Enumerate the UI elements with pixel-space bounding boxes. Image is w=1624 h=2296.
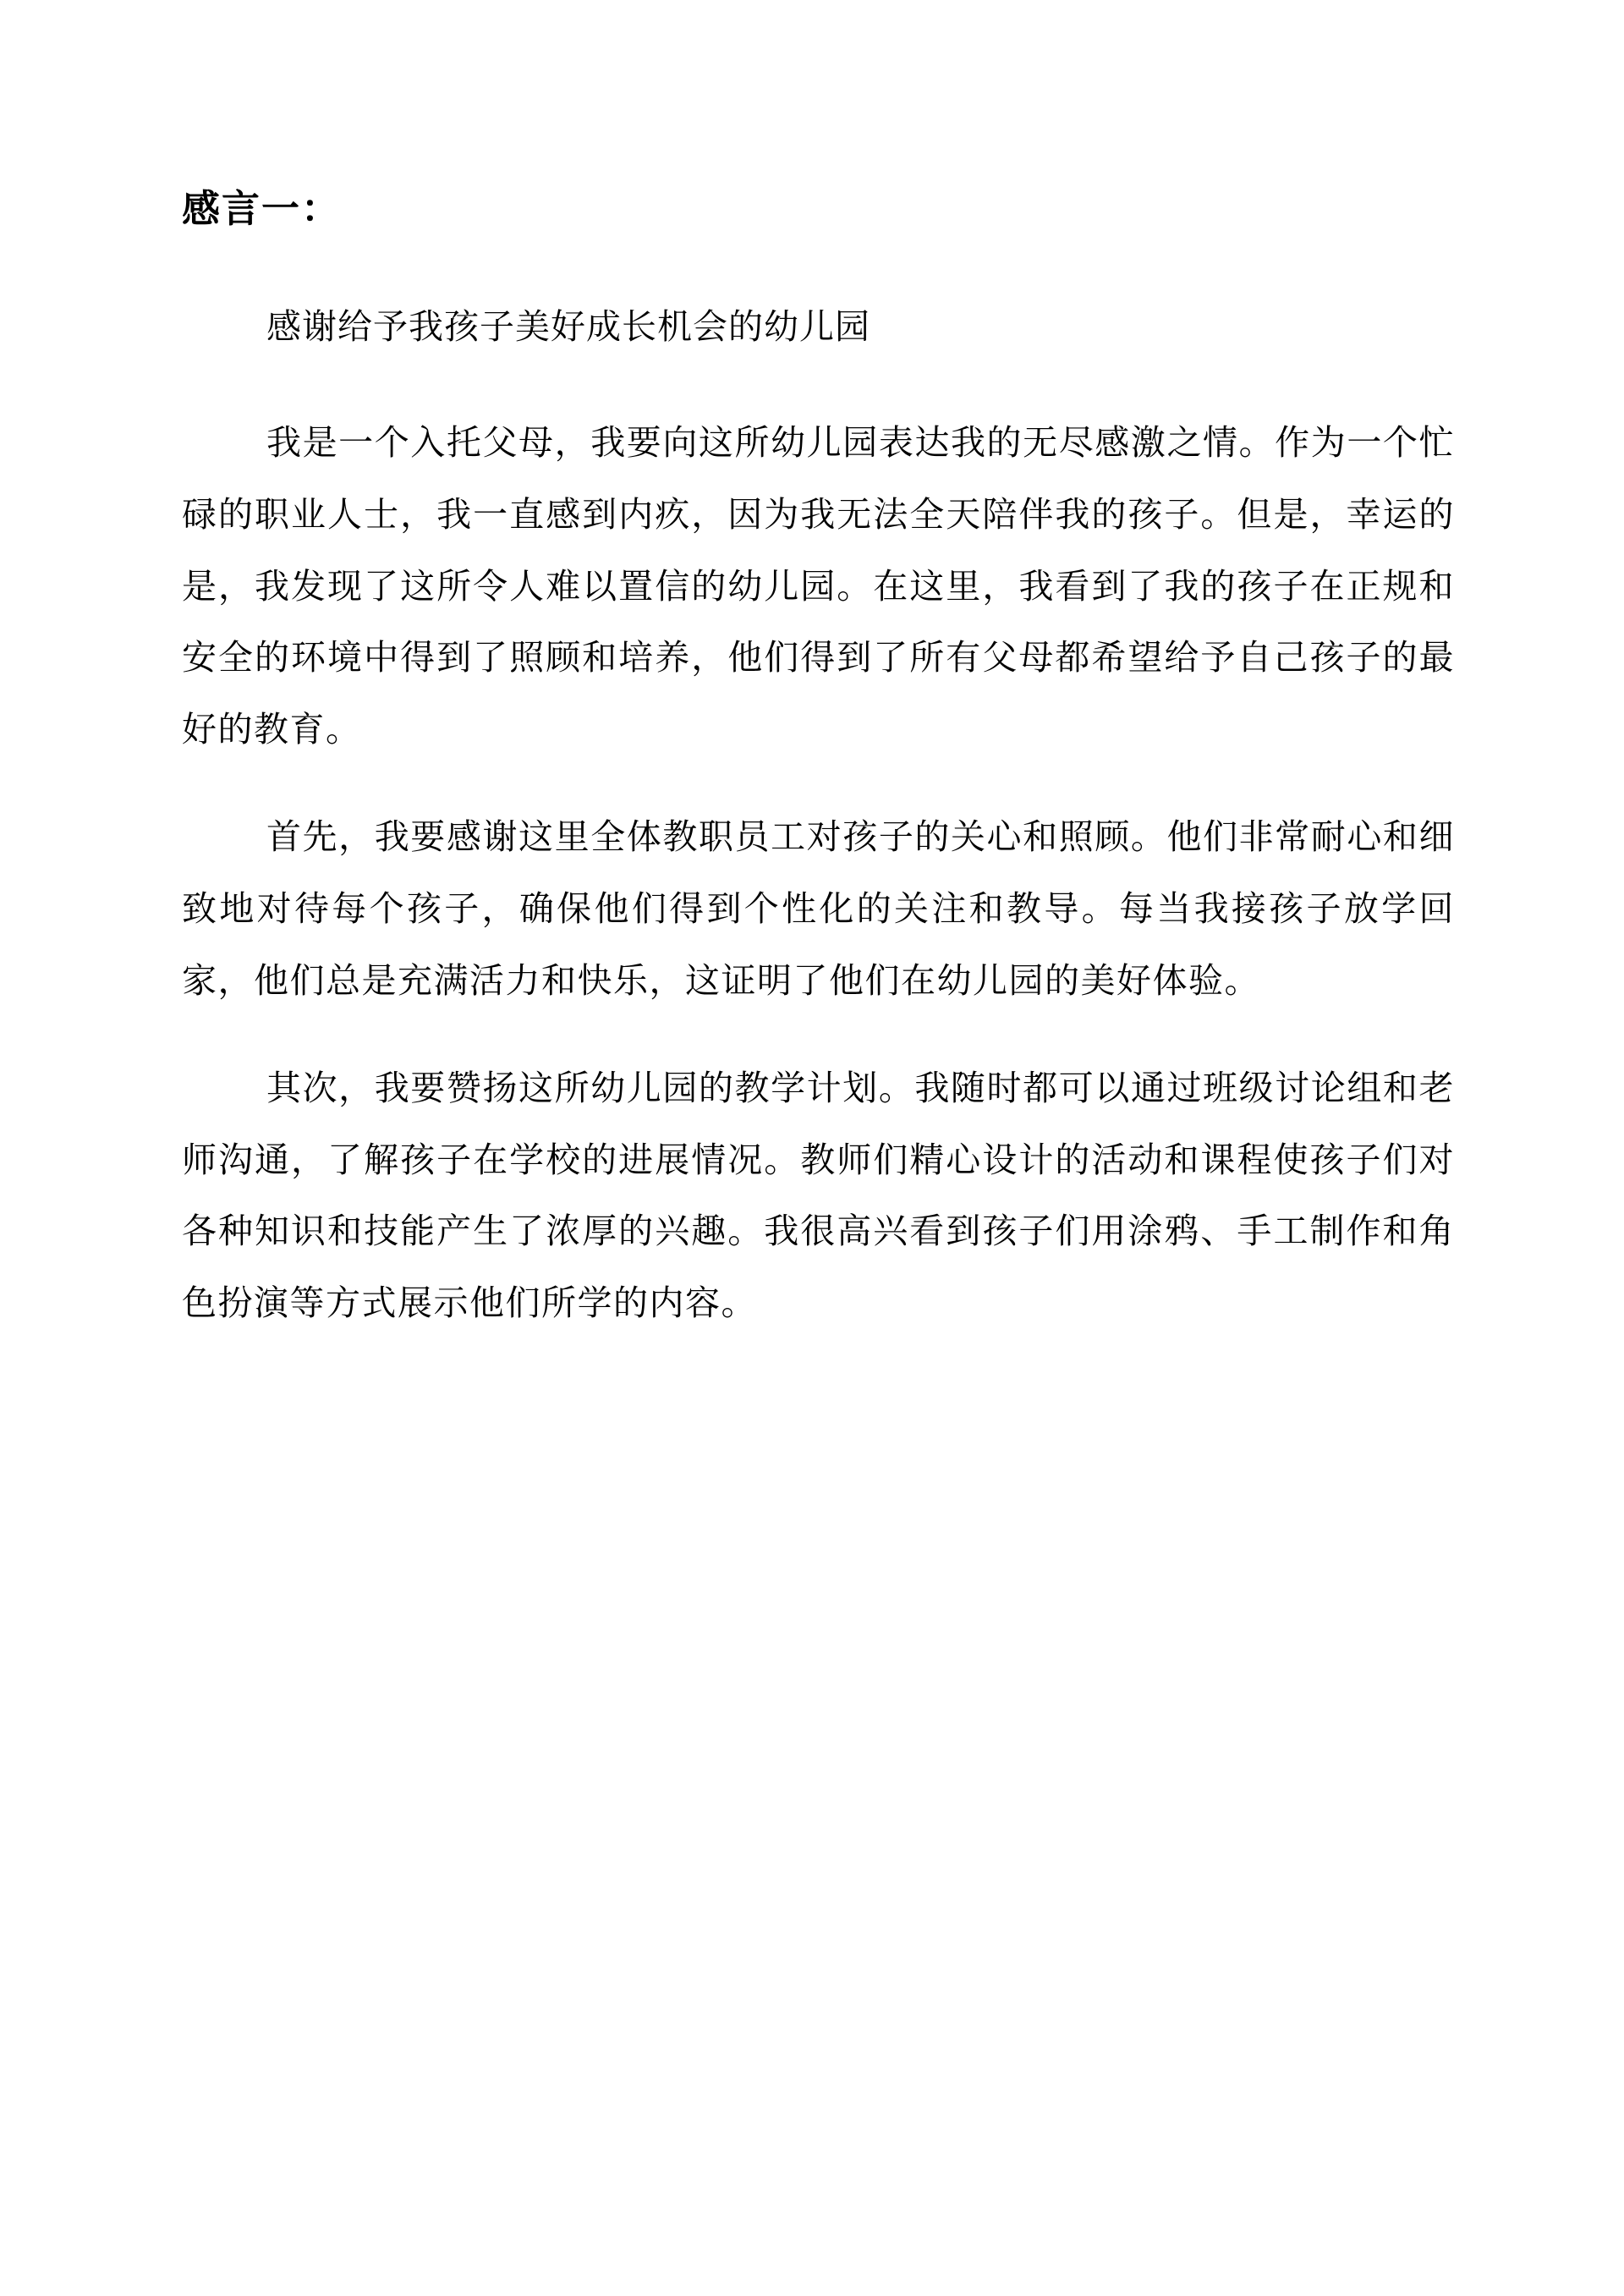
- body-paragraph-2: 首先，我要感谢这里全体教职员工对孩子的关心和照顾。他们非常耐心和细致地对待每个孩子，确保他们得到个性化的关注和教导。每当我接孩子放学回家，他们总是充满活力和快乐，这证明了他们在幼儿园的美好体验。: [182, 816, 1455, 1001]
- body-paragraph-1: 我是一个入托父母，我要向这所幼儿园表达我的无尽感激之情。作为一个忙碌的职业人士，我一直感到内疚，因为我无法全天陪伴我的孩子。但是，幸运的是，我发现了这所令人难以置信的幼儿园。在这里，我看到了我的孩子在正规和安全的环境中得到了照顾和培养，他们得到了所有父母都希望给予自己孩子的最好的教育。: [182, 421, 1455, 750]
- body-paragraph-3: 其次，我要赞扬这所幼儿园的教学计划。我随时都可以通过班级讨论组和老师沟通，了解孩子在学校的进展情况。教师们精心设计的活动和课程使孩子们对各种知识和技能产生了浓厚的兴趣。我很高兴看到孩子们用涂鸦、手工制作和角色扮演等方式展示他们所学的内容。: [182, 1067, 1455, 1324]
- page-title: 感言一：: [182, 186, 342, 231]
- document-subtitle: 感谢给予我孩子美好成长机会的幼儿园: [266, 306, 870, 347]
